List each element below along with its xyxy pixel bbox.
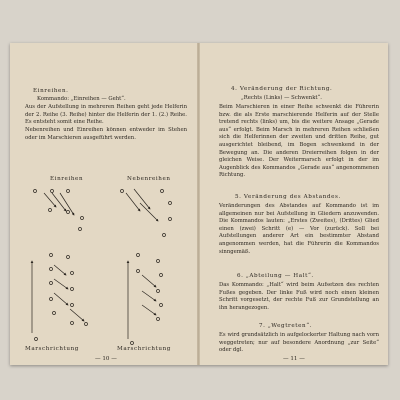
paragraph-nebenreihen: Nebenreihen und Einreihen können entweder im Stehen oder im Marschieren ausgeführt werden. [25, 127, 187, 141]
page-number-left: — 10 — [95, 356, 117, 362]
section7-text: Es wird grundsätzlich in aufgelockerter Haltung nach vorn weggetreten; nur auf besondere Anordnung „zur Seite“ oder dgl. [219, 332, 379, 354]
section7-heading: 7. „Wegtreten“. [259, 323, 313, 329]
nebenreihen-top-arrows [126, 189, 158, 221]
formation-diagram [10, 43, 198, 365]
label-march-left: Marschrichtung [25, 346, 79, 352]
paragraph-einreihen: Aus der Aufstellung in mehreren Reihen geht jede Helferin der 2. Reihe (3. Reihe) hinter die Helferin der 1. (2.) Reihe. Es entsteht somit eine Reihe. [25, 104, 187, 126]
label-einreihen: Einreihen [50, 176, 84, 182]
label-march-right: Marschrichtung [117, 346, 171, 352]
right-page [199, 43, 388, 365]
nebenreihen-bottom-arrows [128, 261, 156, 339]
booklet-spread [10, 43, 388, 365]
einreihen-bottom-arrows [32, 261, 84, 333]
section4-command: „Rechts (Links) — Schwenkt“. [241, 95, 322, 101]
page-number-right: — 11 — [283, 356, 305, 362]
section6-heading: 6. „Abteilung — Halt“. [237, 273, 314, 279]
left-page [10, 43, 198, 365]
section4-heading: 4. Veränderung der Richtung. [231, 86, 333, 92]
section4-text: Beim Marschieren in einer Reihe schwenkt die Führerin bzw. die als Erste marschierende Helferin auf der Stelle tretend rechts (links) um, bis die weitere Ansage „Gerade aus“ erfolgt. Beim Marsch in mehreren Reihen schließen sich die Helferinnen der zweiten und dritten Reihe, gut ausgerichtet bleibend, im Bogen schwenkend in der Bewegung an. Die anderen Dreierreihen folgen in der gleichen Weise. Der Weitermarsch erfolgt in der im Augenblick des Kommandos „Gerade aus“ angenommenen Richtung. [219, 104, 379, 179]
label-nebenreihen: Nebenreihen [127, 176, 171, 182]
section-heading-einreihen: Einreihen. [33, 88, 69, 94]
section5-text: Veränderungen des Abstandes auf Kommando ist im allgemeinen nur bei Aufstellung in Gliedern anzuwenden. Die Kommandos lauten: „Erstes (Zweites), (Drittes) Glied einen (zwei) Schritt (e) — Vor (zurück). Soll bei Aufstellungen anderer Art ein bestimmter Abstand angenommen werden, hat die Führerin die Kommandos sinngemäß. [219, 203, 379, 255]
section6-text: Das Kommando: „Halt“ wird beim Aufsetzen des rechten Fußes gegeben. Der linke Fuß wird noch einen kleinen Schritt vorgesetzt, der rechte Fuß zur Grundstellung an ihn herangezogen. [219, 282, 379, 311]
command-einreihen: Kommando: „Einreihen — Geht“. [37, 96, 126, 102]
section5-heading: 5. Veränderung des Abstandes. [235, 194, 341, 200]
